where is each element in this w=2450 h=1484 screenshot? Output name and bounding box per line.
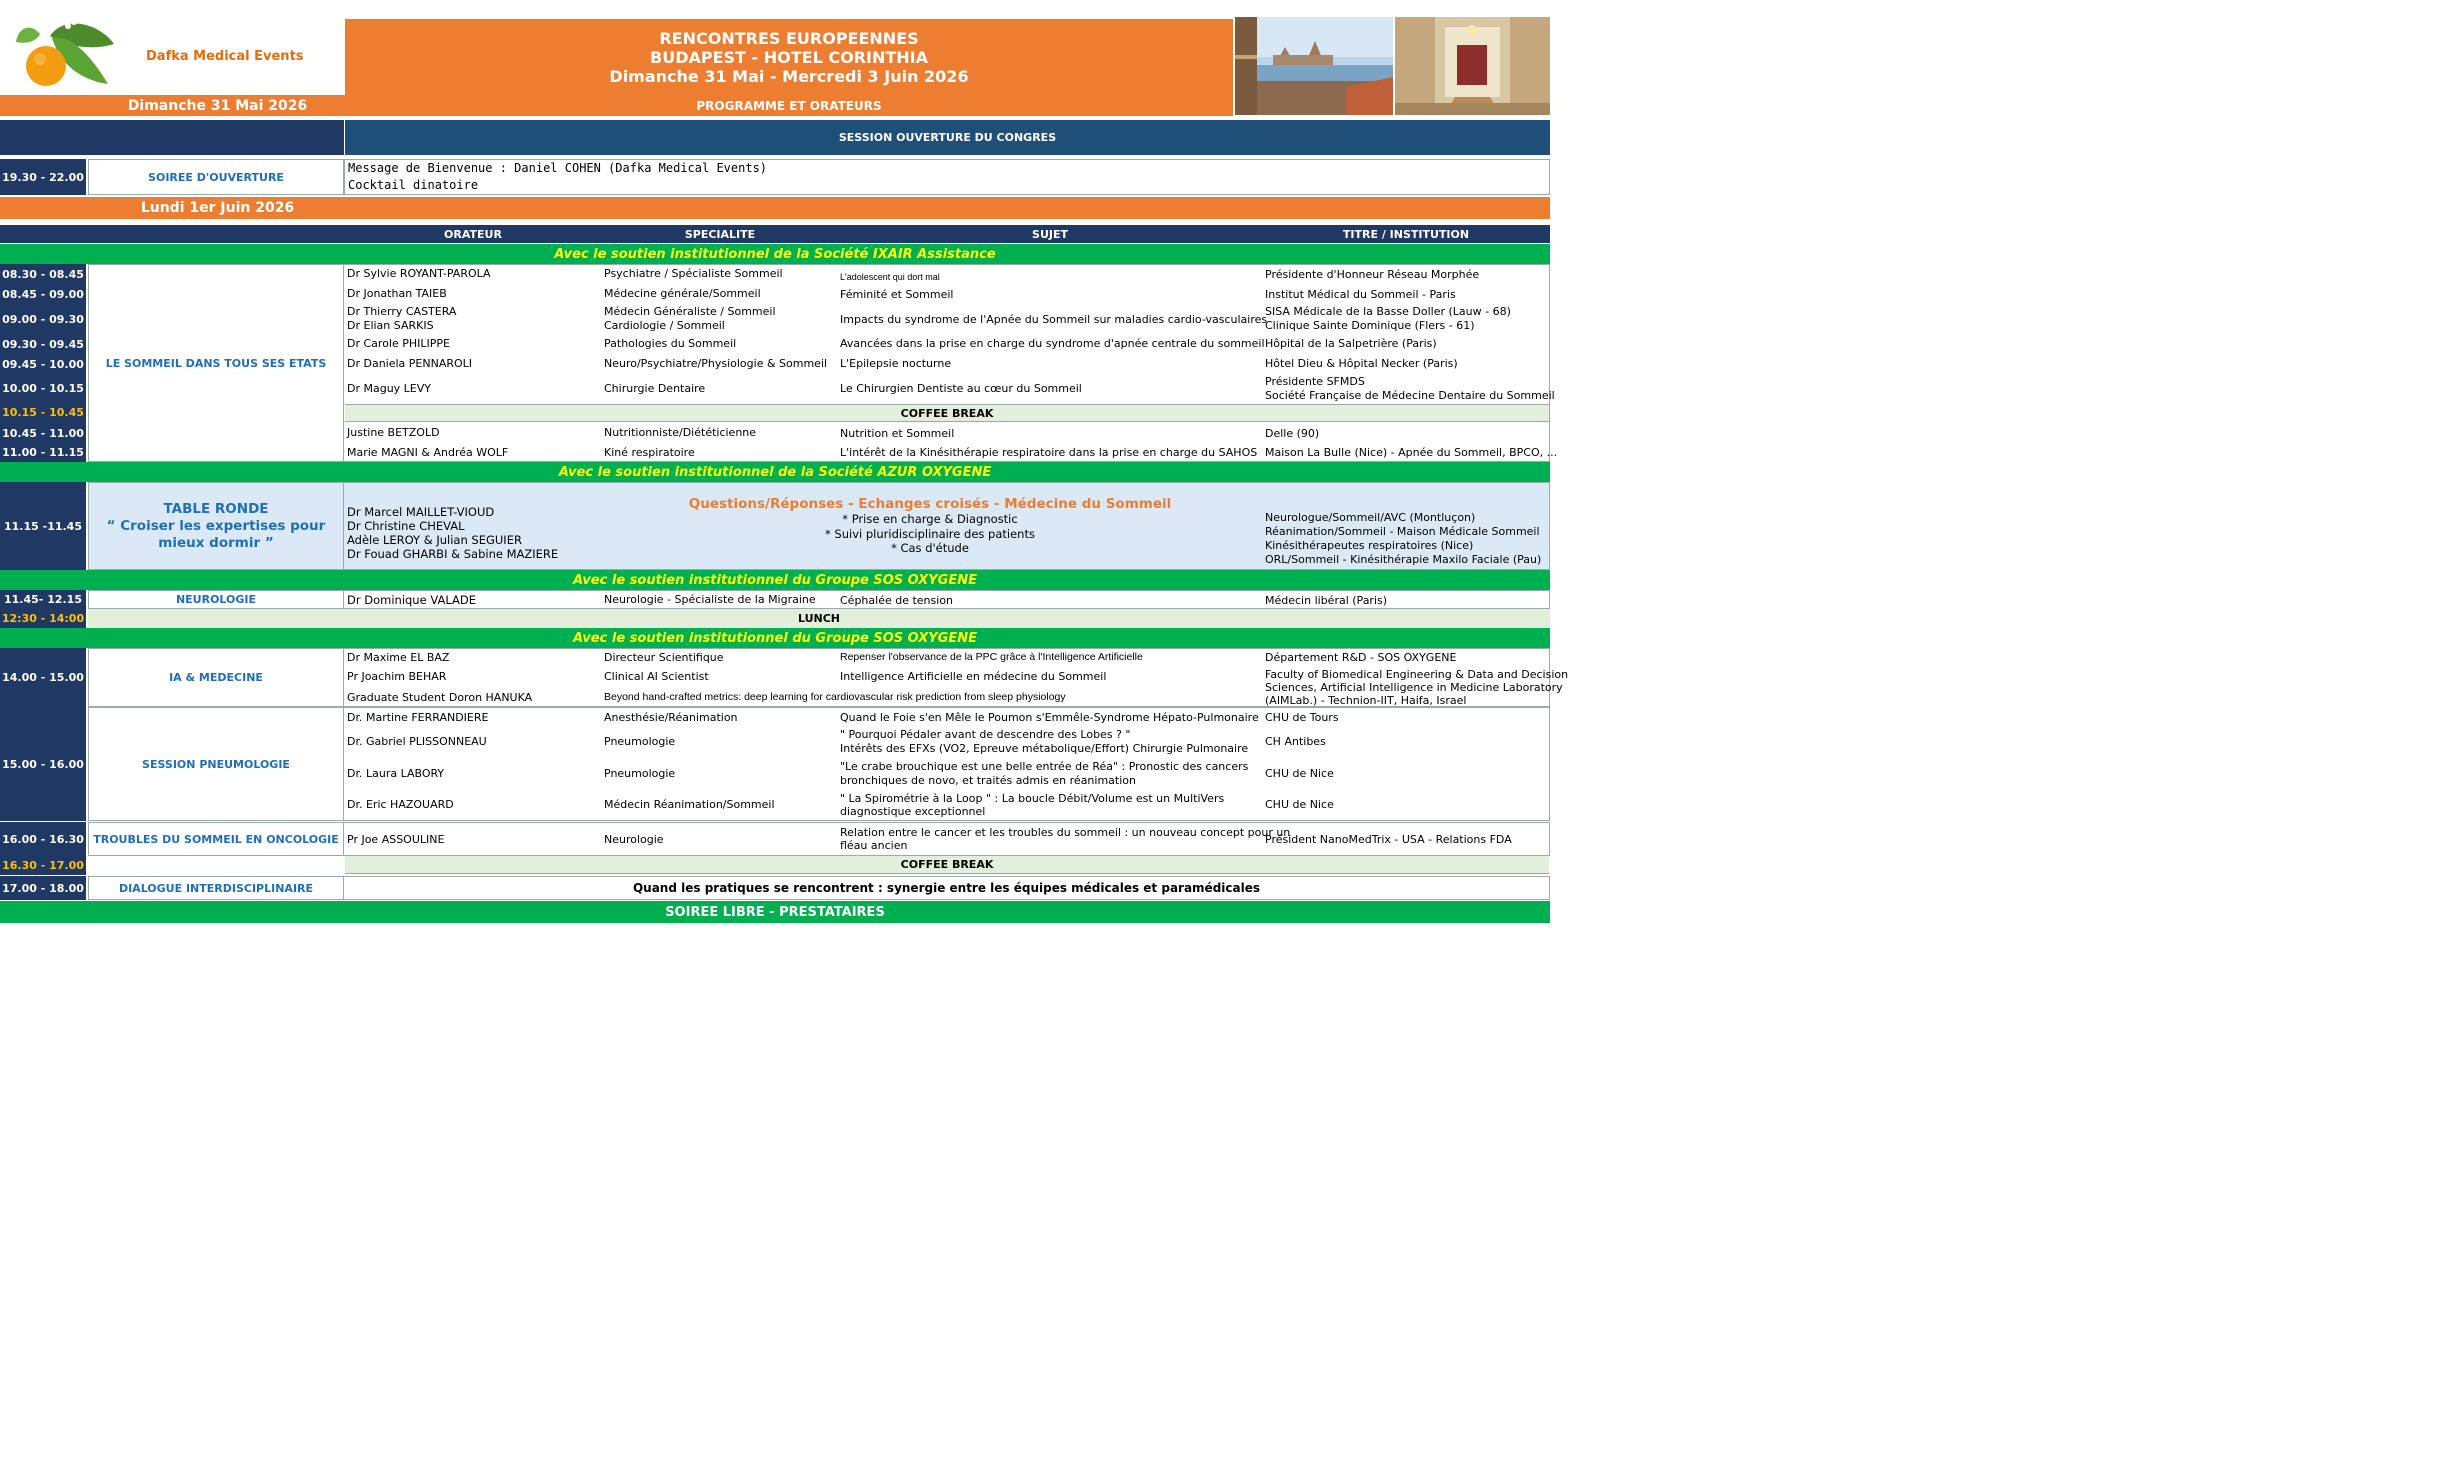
orateur-valade: Dr Dominique VALADE	[347, 593, 476, 607]
sujet-pennaroli: L'Epilepsie nocturne	[840, 357, 952, 370]
sujet-hazouard-2: diagnostique exceptionnel	[840, 805, 986, 818]
orateur-hazouard: Dr. Eric HAZOUARD	[347, 798, 454, 811]
qr-item-2: * Suivi pluridisciplinaire des patients	[825, 526, 1035, 541]
soiree-line-1: Message de Bienvenue : Daniel COHEN (Dafka Medical Events)	[348, 161, 768, 175]
tr-orateur-4: Dr Fouad GHARBI & Sabine MAZIERE	[347, 547, 559, 561]
sujet-assouline-2: fléau ancien	[840, 839, 908, 852]
titre-royant-parola: Présidente d'Honneur Réseau Morphée	[1265, 268, 1480, 281]
sujet-castera: Impacts du syndrome de l'Apnée du Sommeil sur maladies cardio-vasculaires	[840, 313, 1268, 326]
title-line-1: RENCONTRES EUROPEENNES	[659, 28, 919, 48]
time-pneumo: 15.00 - 16.00	[0, 707, 86, 821]
orateur-royant-parola: Dr Sylvie ROYANT-PAROLA	[347, 267, 491, 280]
titre-plissonneau: CH Antibes	[1265, 735, 1326, 748]
titre-el-baz: Département R&D - SOS OXYGENE	[1265, 651, 1457, 664]
time-1000: 10.00 - 10.15	[2, 382, 84, 395]
sujet-levy: Le Chirurgien Dentiste au cœur du Sommeil	[840, 382, 1082, 395]
col-orateur: ORATEUR	[444, 227, 502, 241]
sujet-magni-wolf: L'intérêt de la Kinésithérapie respiratoire dans la prise en charge du SAHOS	[840, 446, 1258, 459]
orateur-pennaroli: Dr Daniela PENNAROLI	[347, 357, 473, 370]
titre-sarkis: Clinique Sainte Dominique (Flers - 61)	[1265, 319, 1475, 332]
sponsor-ixair: Avec le soutien institutionnel de la Société IXAIR Assistance	[0, 244, 1550, 264]
specialite-royant-parola: Psychiatre / Spécialiste Sommeil	[604, 267, 783, 280]
sujet-plissonneau: " Pourquoi Pédaler avant de descendre des Lobes ? "	[840, 728, 1131, 741]
title-line-2: BUDAPEST - HOTEL CORINTHIA	[650, 47, 928, 67]
soiree-details	[344, 159, 1550, 195]
sujet-labory-2: bronchiques de novo, et traités admis en réanimation	[840, 774, 1136, 787]
brand-name: Dafka Medical Events	[146, 49, 304, 64]
specialite-castera: Médecin Généraliste / Sommeil	[604, 305, 776, 318]
col-specialite: SPECIALITE	[684, 227, 756, 241]
tr-orateur-3: Adèle LEROY & Julian SEGUIER	[347, 533, 522, 547]
titre-levy-2: Société Française de Médecine Dentaire du Sommeil	[1265, 389, 1555, 402]
col-sujet: SUJET	[1032, 227, 1068, 241]
session-dialogue: DIALOGUE INTERDISCIPLINAIRE	[88, 876, 344, 900]
time-dialogue: 17.00 - 18.00	[0, 876, 86, 900]
title-line-3: Dimanche 31 Mai - Mercredi 3 Juin 2026	[609, 66, 969, 86]
qr-title: Questions/Réponses - Echanges croisés - Médecine du Sommeil	[688, 495, 1172, 512]
titre-levy: Présidente SFMDS	[1265, 375, 1365, 388]
sponsor-azur: Avec le soutien institutionnel de la Société AZUR OXYGENE	[0, 462, 1550, 482]
orateur-hanuka: Graduate Student Doron HANUKA	[347, 691, 533, 704]
table-ronde-subtitle-2: mieux dormir ”	[158, 534, 274, 551]
tr-orateur-1: Dr Marcel MAILLET-VIOUD	[347, 505, 495, 519]
orateur-taieb: Dr Jonathan TAIEB	[347, 287, 447, 300]
time-1015: 10.15 - 10.45	[2, 406, 84, 419]
time-neuro: 11.45- 12.15	[0, 590, 86, 609]
sujet-ferrandiere: Quand le Foie s'en Mêle le Poumon s'Emmêle-Syndrome Hépato-Pulmonaire	[840, 711, 1259, 724]
coffee-break-1: COFFEE BREAK	[345, 404, 1549, 422]
titre-betzold: Delle (90)	[1265, 427, 1320, 440]
session-onco: TROUBLES DU SOMMEIL EN ONCOLOGIE	[88, 822, 344, 856]
budapest-photo	[1235, 17, 1393, 115]
titre-taieb: Institut Médical du Sommeil - Paris	[1265, 288, 1456, 301]
programme-label: PROGRAMME ET ORATEURS	[696, 98, 882, 113]
time-0900: 09.00 - 09.30	[2, 312, 84, 326]
specialite-levy: Chirurgie Dentaire	[604, 382, 706, 395]
footer-soiree-libre: SOIREE LIBRE - PRESTATAIRES	[0, 901, 1550, 923]
orateur-philippe: Dr Carole PHILIPPE	[347, 337, 450, 350]
specialite-labory: Pneumologie	[604, 767, 676, 780]
orateur-assouline: Pr Joe ASSOULINE	[347, 833, 445, 846]
coffee-break-2: COFFEE BREAK	[345, 856, 1549, 874]
titre-ferrandiere: CHU de Tours	[1265, 711, 1339, 724]
session-ouverture-title: SESSION OUVERTURE DU CONGRES	[345, 120, 1550, 155]
sujet-hazouard: " La Spirométrie à la Loop " : La boucle Débit/Volume est un MultiVers	[840, 792, 1225, 805]
time-0930: 09.30 - 09.45	[2, 337, 84, 351]
time-soiree: 19.30 - 22.00	[0, 159, 86, 195]
orateur-betzold: Justine BETZOLD	[347, 426, 440, 439]
session-ouverture-left	[0, 120, 344, 155]
time-table-ronde: 11.15 -11.45	[0, 482, 86, 570]
session-sommeil: LE SOMMEIL DANS TOUS SES ETATS	[88, 264, 344, 462]
hotel-lobby-photo	[1395, 17, 1550, 115]
specialite-betzold: Nutritionniste/Diététicienne	[604, 426, 757, 439]
qr-item-1: * Prise en charge & Diagnostic	[842, 512, 1018, 526]
tr-orateur-2: Dr Christine CHEVAL	[347, 519, 465, 533]
titre-hazouard: CHU de Nice	[1265, 798, 1334, 811]
sujet-royant-parola: L'adolescent qui dort mal	[840, 272, 940, 282]
sujet-behar: Intelligence Artificielle en médecine du Sommeil	[840, 670, 1107, 683]
specialite-ferrandiere: Anesthésie/Réanimation	[604, 711, 738, 724]
time-0945: 09.45 - 10.00	[2, 357, 84, 371]
sponsor-sos-1: Avec le soutien institutionnel du Groupe SOS OXYGENE	[0, 570, 1550, 590]
sujet-hanuka: Beyond hand-crafted metrics: deep learning for cardiovascular risk prediction from sleep physiology	[604, 691, 1066, 703]
specialite-plissonneau: Pneumologie	[604, 735, 676, 748]
titre-behar: Faculty of Biomedical Engineering & Data and Decision	[1265, 668, 1569, 681]
sujet-el-baz: Repenser l'observance de la PPC grâce à l'Intelligence Artificielle	[840, 651, 1143, 663]
tr-titre-1: Neurologue/Sommeil/AVC (Montluçon)	[1265, 511, 1476, 524]
specialite-philippe: Pathologies du Sommeil	[604, 337, 737, 350]
qr-item-3: * Cas d'étude	[891, 541, 969, 555]
orateur-magni-wolf: Marie MAGNI & Andréa WOLF	[347, 446, 509, 459]
orateur-plissonneau: Dr. Gabriel PLISSONNEAU	[347, 735, 487, 748]
lunch-bar: LUNCH	[88, 609, 1550, 628]
time-onco: 16.00 - 16.30	[0, 822, 86, 856]
orateur-behar: Pr Joachim BEHAR	[347, 670, 447, 683]
time-coffee-2: 16.30 - 17.00	[0, 856, 86, 875]
sujet-plissonneau-2: Intérêts des EFXs (VO2, Epreuve métabolique/Effort) Chirurgie Pulmonaire	[840, 742, 1249, 755]
specialite-magni-wolf: Kiné respiratoire	[604, 446, 695, 459]
qr-block	[620, 494, 1240, 558]
tr-titre-2: Réanimation/Sommeil - Maison Médicale Sommeil	[1265, 525, 1540, 538]
tr-titre-4: ORL/Sommeil - Kinésithérapie Maxilo Faciale (Pau)	[1265, 553, 1542, 566]
specialite-el-baz: Directeur Scientifique	[604, 651, 724, 664]
table-ronde-session	[88, 482, 344, 570]
sujet-assouline: Relation entre le cancer et les troubles du sommeil : un nouveau concept pour un	[840, 826, 1291, 839]
title-banner	[345, 19, 1233, 95]
time-0830: 08.30 - 08.45	[2, 267, 84, 281]
sponsor-sos-2: Avec le soutien institutionnel du Groupe SOS OXYGENE	[0, 628, 1550, 648]
orateur-ferrandiere: Dr. Martine FERRANDIERE	[347, 711, 489, 724]
day2-label: Lundi 1er Juin 2026	[140, 200, 295, 216]
specialite-taieb: Médecine générale/Sommeil	[604, 287, 761, 300]
orange-fruit-logo	[10, 14, 120, 94]
titre-castera: SISA Médicale de la Basse Doller (Lauw - 68)	[1265, 305, 1511, 318]
sujet-valade: Céphalée de tension	[840, 594, 954, 607]
table-ronde-subtitle-1: “ Croiser les expertises pour	[106, 517, 326, 534]
specialite-hazouard: Médecin Réanimation/Sommeil	[604, 798, 775, 811]
specialite-assouline: Neurologie	[604, 833, 664, 846]
sujet-labory: "Le crabe brouchique est une belle entrée de Réa" : Pronostic des cancers	[840, 760, 1249, 773]
titre-behar-2: Sciences, Artificial Intelligence in Medicine Laboratory	[1265, 681, 1563, 694]
sujet-philippe: Avancées dans la prise en charge du syndrome d'apnée centrale du sommeil	[840, 337, 1265, 350]
specialite-valade: Neurologie - Spécialiste de la Migraine	[604, 593, 816, 606]
orateur-levy: Dr Maguy LEVY	[347, 382, 432, 395]
dialogue-text: Quand les pratiques se rencontrent : synergie entre les équipes médicales et paramédicales	[344, 876, 1550, 900]
time-0845: 08.45 - 09.00	[2, 287, 84, 301]
orateur-castera: Dr Thierry CASTERA	[347, 305, 457, 318]
time-1045: 10.45 - 11.00	[2, 426, 84, 440]
orateur-el-baz: Dr Maxime EL BAZ	[347, 651, 450, 664]
session-ia: IA & MEDECINE	[88, 648, 344, 707]
titre-pennaroli: Hôtel Dieu & Hôpital Necker (Paris)	[1265, 357, 1458, 370]
titre-behar-3: (AIMLab.) - Technion-IIT, Haifa, Israel	[1265, 694, 1467, 707]
soiree-line-2: Cocktail dinatoire	[348, 178, 479, 192]
session-soiree: SOIREE D'OUVERTURE	[88, 159, 344, 195]
col-titre: TITRE / INSTITUTION	[1342, 227, 1470, 241]
tr-titre-3: Kinésithérapeutes respiratoires (Nice)	[1265, 539, 1474, 552]
titre-philippe: Hôpital de la Salpetrière (Paris)	[1265, 337, 1437, 350]
time-ia: 14.00 - 15.00	[0, 648, 86, 707]
session-neurologie: NEUROLOGIE	[88, 590, 344, 609]
time-1100: 11.00 - 11.15	[2, 446, 84, 459]
specialite-pennaroli: Neuro/Psychiatre/Physiologie & Sommeil	[604, 357, 828, 370]
specialite-behar: Clinical AI Scientist	[604, 670, 709, 683]
titre-magni-wolf: Maison La Bulle (Nice) - Apnée du Sommeil, BPCO, ...	[1265, 446, 1558, 459]
orateur-sarkis: Dr Elian SARKIS	[347, 319, 434, 332]
titre-valade: Médecin libéral (Paris)	[1265, 594, 1388, 607]
day1-label: Dimanche 31 Mai 2026	[127, 97, 308, 114]
orateur-labory: Dr. Laura LABORY	[347, 767, 445, 780]
time-lunch: 12:30 - 14:00	[0, 609, 86, 628]
titre-labory: CHU de Nice	[1265, 767, 1334, 780]
specialite-sarkis: Cardiologie / Sommeil	[604, 319, 725, 332]
sujet-betzold: Nutrition et Sommeil	[840, 427, 955, 440]
sujet-taieb: Féminité et Sommeil	[840, 288, 954, 301]
table-ronde-title: TABLE RONDE	[163, 500, 269, 517]
titre-assouline: Président NanoMedTrix - USA - Relations FDA	[1265, 833, 1512, 846]
session-pneumo: SESSION PNEUMOLOGIE	[88, 707, 344, 821]
